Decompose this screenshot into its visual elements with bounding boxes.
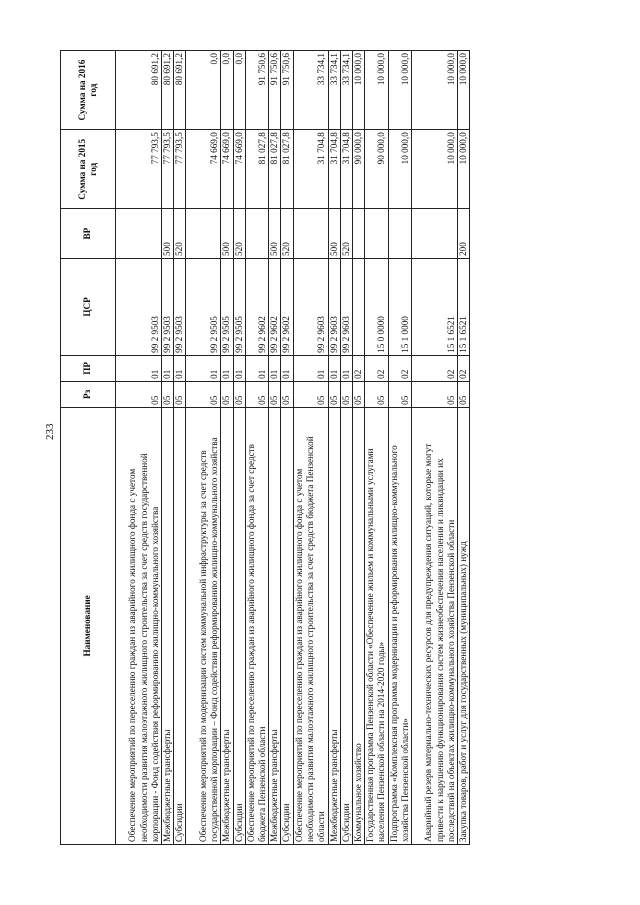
cell-csr: 99 2 9505 — [221, 258, 233, 355]
cell-csr: 99 2 9602 — [269, 258, 281, 355]
cell-rz: 05 — [293, 381, 328, 407]
cell-csr: 99 2 9602 — [281, 258, 293, 355]
cell-rz: 05 — [281, 381, 293, 407]
cell-name: Закупка товаров, работ и услуг для государственных (муниципальных) нужд — [458, 407, 470, 844]
cell-vr — [365, 209, 388, 259]
cell-vr: 500 — [328, 209, 340, 259]
cell-pr: 02 — [412, 355, 458, 381]
header-csr: ЦСР — [61, 258, 116, 355]
cell-csr — [353, 258, 365, 355]
cell-sum-2015: 77 793,5 — [116, 130, 162, 209]
cell-sum-2015: 90 000,0 — [365, 130, 388, 209]
cell-csr: 99 2 9505 — [233, 258, 245, 355]
cell-sum-2016: 0,0 — [186, 51, 221, 130]
cell-name: Обеспечение мероприятий по переселению граждан из аварийного жилищного фонда за счет средств бюджета Пензенской области — [245, 407, 268, 844]
cell-rz: 05 — [174, 381, 186, 407]
cell-sum-2016: 91 750,6 — [245, 51, 268, 130]
cell-rz: 05 — [388, 381, 411, 407]
header-row — [61, 51, 116, 845]
cell-vr — [116, 209, 162, 259]
cell-name: Субсидии — [174, 407, 186, 844]
cell-pr: 01 — [162, 355, 174, 381]
cell-sum-2016: 33 734,1 — [340, 51, 352, 130]
cell-name: Обеспечение мероприятий по переселению граждан из аварийного жилищного фонда с учетом необходимости развития малоэтажного жилищного строительства за счет средств государственной корпорации - Фонд содействия реформированию жилищно-коммунального хозяйства — [116, 407, 162, 844]
header-name: Наименование — [61, 407, 116, 844]
cell-csr: 15 1 6521 — [458, 258, 470, 355]
cell-pr: 01 — [174, 355, 186, 381]
cell-rz: 05 — [186, 381, 221, 407]
cell-sum-2016: 80 691,2 — [174, 51, 186, 130]
table-row — [340, 51, 352, 845]
table-row — [221, 51, 233, 845]
cell-sum-2015: 31 704,8 — [293, 130, 328, 209]
cell-sum-2016: 0,0 — [233, 51, 245, 130]
table-row — [281, 51, 293, 845]
cell-rz: 05 — [269, 381, 281, 407]
table-row — [233, 51, 245, 845]
cell-sum-2016: 33 734,1 — [328, 51, 340, 130]
cell-sum-2015: 81 027,8 — [269, 130, 281, 209]
cell-vr — [388, 209, 411, 259]
table-row — [162, 51, 174, 845]
header-rz: Рз — [61, 381, 116, 407]
header-sum-2015: Сумма на 2015 год — [61, 130, 116, 209]
header-pr: ПР — [61, 355, 116, 381]
table-row — [353, 51, 365, 845]
cell-vr: 500 — [269, 209, 281, 259]
cell-sum-2015: 31 704,8 — [340, 130, 352, 209]
cell-pr: 02 — [365, 355, 388, 381]
cell-name: Обеспечение мероприятий по модернизации систем коммунальной инфраструктуры за счет средств государственной корпорации – Фонд содействия реформированию жилищно-коммунального хозяйства — [186, 407, 221, 844]
cell-rz: 05 — [353, 381, 365, 407]
cell-pr: 02 — [353, 355, 365, 381]
cell-pr: 01 — [293, 355, 328, 381]
cell-rz: 05 — [116, 381, 162, 407]
cell-rz: 05 — [340, 381, 352, 407]
cell-rz: 05 — [221, 381, 233, 407]
table-row — [328, 51, 340, 845]
cell-sum-2016: 91 750,6 — [281, 51, 293, 130]
cell-sum-2016: 80 691,2 — [162, 51, 174, 130]
cell-name: Межбюджетные трансферты — [162, 407, 174, 844]
cell-vr — [293, 209, 328, 259]
cell-rz: 05 — [365, 381, 388, 407]
cell-vr: 520 — [174, 209, 186, 259]
cell-pr: 01 — [116, 355, 162, 381]
cell-pr: 02 — [458, 355, 470, 381]
cell-name: Подпрограмма «Комплексная программа модернизации и реформирования жилищно-коммунального хозяйства Пензенской области» — [388, 407, 411, 844]
table-row — [293, 51, 328, 845]
cell-vr — [353, 209, 365, 259]
cell-csr: 15 1 6521 — [412, 258, 458, 355]
cell-sum-2016: 0,0 — [221, 51, 233, 130]
cell-sum-2015: 10 000,0 — [388, 130, 411, 209]
cell-pr: 01 — [328, 355, 340, 381]
cell-name: Межбюджетные трансферты — [269, 407, 281, 844]
cell-csr: 99 2 9505 — [186, 258, 221, 355]
table-row — [245, 51, 268, 845]
cell-sum-2016: 80 691,2 — [116, 51, 162, 130]
cell-pr: 01 — [340, 355, 352, 381]
cell-vr: 200 — [458, 209, 470, 259]
cell-pr: 02 — [388, 355, 411, 381]
cell-name: Субсидии — [233, 407, 245, 844]
cell-sum-2016: 10 000,0 — [412, 51, 458, 130]
cell-sum-2016: 10 000,0 — [365, 51, 388, 130]
cell-pr: 01 — [186, 355, 221, 381]
table-row — [458, 51, 470, 845]
header-sum-2016: Сумма на 2016 год — [61, 51, 116, 130]
cell-sum-2015: 10 000,0 — [412, 130, 458, 209]
table-row — [365, 51, 388, 845]
cell-sum-2015: 74 669,0 — [186, 130, 221, 209]
cell-sum-2015: 10 000,0 — [458, 130, 470, 209]
cell-rz: 05 — [458, 381, 470, 407]
cell-vr — [245, 209, 268, 259]
table-row — [186, 51, 221, 845]
cell-sum-2016: 10 000,0 — [458, 51, 470, 130]
budget-table — [60, 50, 470, 845]
cell-sum-2016: 10 000,0 — [388, 51, 411, 130]
cell-vr — [412, 209, 458, 259]
cell-pr: 01 — [269, 355, 281, 381]
cell-sum-2015: 77 793,5 — [162, 130, 174, 209]
cell-sum-2016: 10 000,0 — [353, 51, 365, 130]
cell-rz: 05 — [162, 381, 174, 407]
cell-sum-2016: 33 734,1 — [293, 51, 328, 130]
header-vr: ВР — [61, 209, 116, 259]
cell-pr: 01 — [245, 355, 268, 381]
cell-csr: 99 2 9503 — [162, 258, 174, 355]
cell-vr: 520 — [340, 209, 352, 259]
cell-csr: 15 1 0000 — [388, 258, 411, 355]
cell-vr: 520 — [281, 209, 293, 259]
cell-csr: 15 0 0000 — [365, 258, 388, 355]
table-row — [116, 51, 162, 845]
cell-name: Субсидии — [281, 407, 293, 844]
cell-vr — [186, 209, 221, 259]
cell-csr: 99 2 9503 — [116, 258, 162, 355]
table-rotated-wrapper — [60, 50, 560, 845]
cell-sum-2015: 74 669,0 — [233, 130, 245, 209]
cell-csr: 99 2 9602 — [245, 258, 268, 355]
cell-sum-2015: 77 793,5 — [174, 130, 186, 209]
cell-csr: 99 2 9603 — [340, 258, 352, 355]
cell-name: Аварийный резерв материально-технических ресурсов для предупреждения ситуаций, которые могут привести к нарушению функционирования систем жизнеобеспечения населения и ликвидации их последствий на объектах жилищно-коммунального хозяйства Пензенской области — [412, 407, 458, 844]
table-row — [412, 51, 458, 845]
cell-csr: 99 2 9503 — [174, 258, 186, 355]
cell-name: Межбюджетные трансферты — [328, 407, 340, 844]
cell-rz: 05 — [233, 381, 245, 407]
cell-name: Коммунальное хозяйство — [353, 407, 365, 844]
cell-pr: 01 — [281, 355, 293, 381]
table-row — [269, 51, 281, 845]
cell-sum-2016: 91 750,6 — [269, 51, 281, 130]
cell-sum-2015: 81 027,8 — [281, 130, 293, 209]
table-row — [174, 51, 186, 845]
cell-csr: 99 2 9603 — [328, 258, 340, 355]
cell-vr: 520 — [233, 209, 245, 259]
table-row — [388, 51, 411, 845]
cell-rz: 05 — [412, 381, 458, 407]
cell-name: Государственная программа Пензенской области «Обеспечение жильем и коммунальными услугами населения Пензенской области на 2014-2020 годы» — [365, 407, 388, 844]
cell-sum-2015: 81 027,8 — [245, 130, 268, 209]
cell-sum-2015: 31 704,8 — [328, 130, 340, 209]
cell-sum-2015: 90 000,0 — [353, 130, 365, 209]
cell-vr: 500 — [221, 209, 233, 259]
cell-pr: 01 — [233, 355, 245, 381]
cell-name: Субсидии — [340, 407, 352, 844]
cell-name: Межбюджетные трансферты — [221, 407, 233, 844]
page-number: 233 — [44, 423, 56, 440]
cell-name: Обеспечение мероприятий по переселению граждан из аварийного жилищного фонда с учетом необходимости развития малоэтажного жилищного строительства за счет средств бюджета Пензенской области — [293, 407, 328, 844]
cell-vr: 500 — [162, 209, 174, 259]
cell-csr: 99 2 9603 — [293, 258, 328, 355]
cell-rz: 05 — [328, 381, 340, 407]
cell-sum-2015: 74 669,0 — [221, 130, 233, 209]
cell-pr: 01 — [221, 355, 233, 381]
cell-rz: 05 — [245, 381, 268, 407]
